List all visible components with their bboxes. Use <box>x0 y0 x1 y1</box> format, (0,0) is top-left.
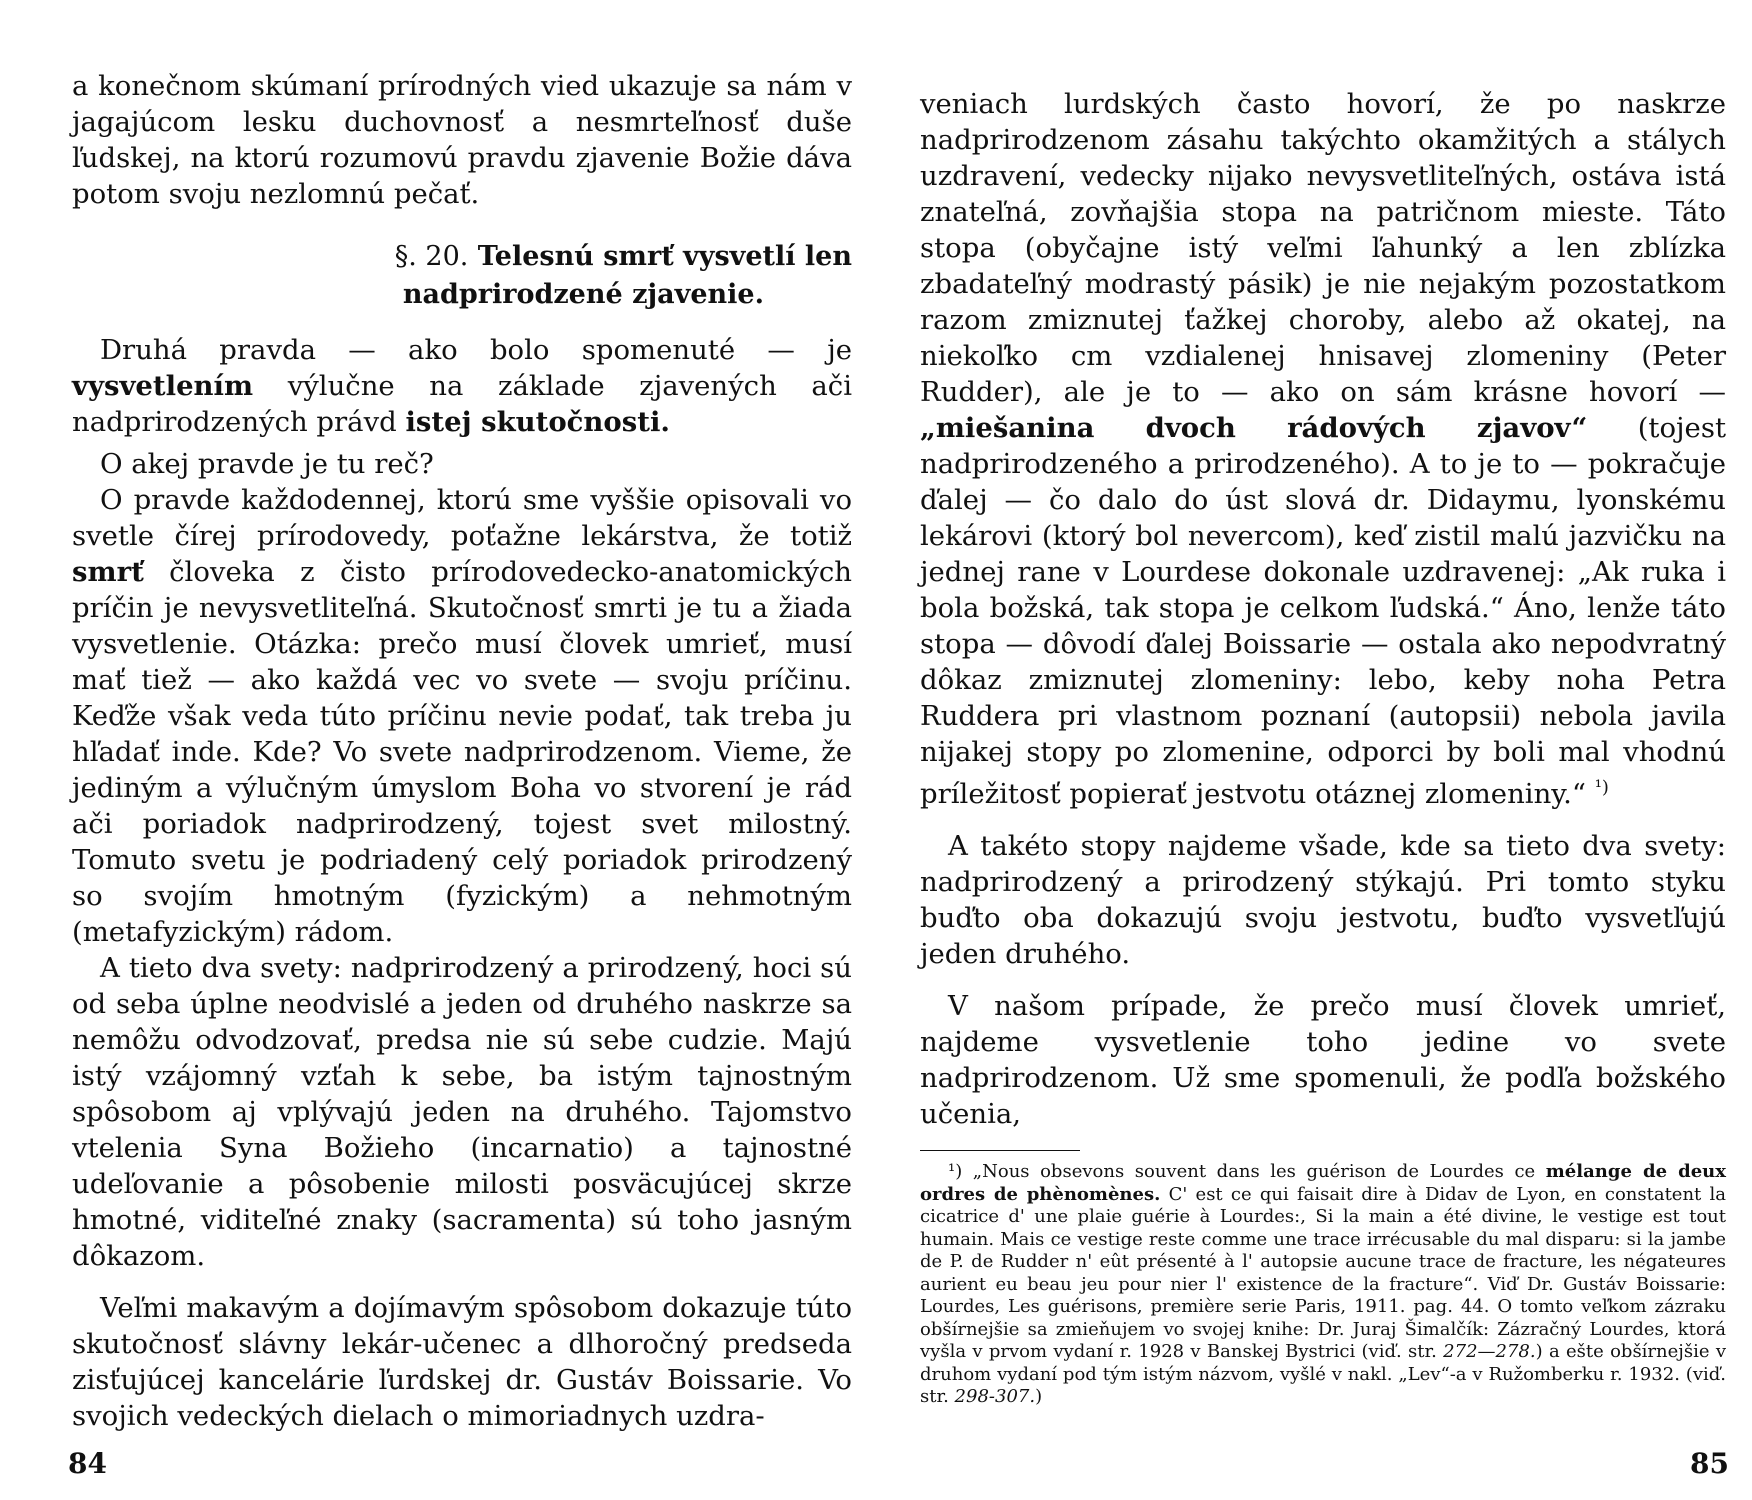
text-run: Druhá pravda — ako bolo spomenuté — je <box>100 334 852 366</box>
bold-run: mélange de deux ordres de phènomènes. <box>920 1161 1726 1205</box>
section-number: §. 20. <box>394 241 469 272</box>
bold-run: istej skutočnosti. <box>405 406 670 438</box>
text-run: ) a ešte obšírnejšie v druhom vydaní pod tým istým názvom, vyšlé v nakl. „Lev“-a v Ružomberku r. 1932. (viď. str. <box>920 1341 1726 1408</box>
text-run: veniach lurdských často hovorí, že po naskrze nadprirodzenom zásahu takýchto okamžitých a stálych uzdravení, vedecky nijako nevysvetliteľných, ostáva istá znateľná, zovňajšia stopa na patričnom mieste. Táto stopa (obyčajne istý veľmi ľahunký a len zblízka zbadateľný modrastý pásik) je nie nejakým pozostatkom razom zmiznutej ťažkej choroby, alebo až okatej, na niekoľko cm vzdialenej hnisavej zlomeniny (Peter Rudder), ale je to — ako on sám krásne hovorí — <box>920 88 1726 408</box>
italic-run: 272—278. <box>1443 1341 1536 1363</box>
page-number-right: 85 <box>1690 1447 1729 1480</box>
footnote-reference: ¹) <box>1594 777 1609 798</box>
text-run: „Nous obsevons souvent dans les guérison de Lourdes ce <box>962 1161 1546 1183</box>
paragraph-intro: a konečnom skúmaní prírodných vied ukazuje sa nám v jagajúcom lesku duchovnosť a nesmrteľnosť duše ľudskej, na ktorú rozumovú pravdu zjavenie Božie dáva potom svoju nezlomnú pečať. <box>72 70 852 210</box>
text-run: výlučne na základe zjavených ači nadprirodzených právd <box>72 370 852 438</box>
section-heading <box>72 238 852 314</box>
footnote-mark: ¹) <box>948 1161 963 1183</box>
paragraph <box>920 86 1726 812</box>
page-number-left: 84 <box>68 1447 107 1480</box>
italic-run: 298-307. <box>954 1386 1036 1408</box>
text-run: C' est ce qui faisait dire à Didav de Lyon, en constatent la cicatrice d' une plaie guérie à Lourdes:, Si la main a été divine, le vestige est tout humain. Mais ce vestige reste comme une trace irrécusable du mal disparu: si la jambe de P. de Rudder n' eût présenté à l' autopsie aucune trace de fracture, les négateures aurient eu beau jeu pour nier l' existence de la fracture“. Viď Dr. Gustáv Boissarie: Lourdes, Les guérisons, première serie Paris, 1911. pag. 44. O tomto veľkom zázraku obšírnejšie sa zmieňujem vo svojej knihe: Dr. Juraj Šimalčík: Zázračný Lourdes, ktorá vyšla v prvom vydaní r. 1928 v Banskej Bystrici (viď. str. <box>920 1183 1726 1363</box>
paragraph <box>72 482 852 950</box>
paragraph: Veľmi makavým a dojímavým spôsobom dokazuje túto skutočnosť slávny lekár-učenec a dlhoročný predseda zisťujúcej kancelárie ľurdskej dr. Gustáv Boissarie. Vo svojich vedeckých dielach o mimoriadnych uzdra- <box>72 1292 852 1432</box>
footnote <box>920 1161 1726 1409</box>
bold-run: vysvetlením <box>72 370 254 402</box>
bold-run: „miešanina dvoch rádových zjavov“ <box>920 412 1588 444</box>
text-run: O pravde každodennej, ktorú sme vyššie opisovali vo svetle čírej prírodovedy, poťažne lekárstva, že totiž <box>72 484 852 552</box>
left-page <box>72 68 852 1434</box>
paragraph <box>72 332 852 440</box>
section-title-line2: nadprirodzené zjavenie. <box>402 279 764 310</box>
text-run: ) <box>1035 1386 1043 1408</box>
paragraph: O akej pravde je tu reč? <box>100 448 434 480</box>
footnote-divider <box>920 1150 1080 1151</box>
paragraph: A tieto dva svety: nadprirodzený a prirodzený, hoci sú od seba úplne neodvislé a jeden od druhého naskrze sa nemôžu odvodzovať, predsa nie sú sebe cudzie. Majú istý vzájomný vzťah k sebe, ba istým tajnostným spôsobom aj vplývajú jeden na druhého. Tajomstvo vtelenia Syna Božieho (incarnatio) a tajnostné udeľovanie a pôsobenie milosti posväcujúcej skrze hmotné, viditeľné znaky (sacramenta) sú toho jasným dôkazom. <box>72 952 852 1272</box>
right-page <box>920 86 1726 1409</box>
paragraph: A takéto stopy najdeme všade, kde sa tieto dva svety: nadprirodzený a prirodzený stýkajú. Pri tomto styku buďto oba dokazujú svoju jestvotu, buďto vysvetľujú jeden druhého. <box>920 830 1726 971</box>
bold-run: smrť <box>72 556 144 588</box>
paragraph: V našom prípade, že prečo musí človek umrieť, najdeme vysvetlenie toho jedine vo svete nadprirodzenom. Už sme spomenuli, že podľa božského učenia, <box>920 990 1726 1131</box>
text-run: (tojest nadprirodzeného a prirodzeného). A to je to — pokračuje ďalej — čo dalo do úst slová dr. Didaymu, lyonskému lekárovi (ktorý bol nevercom), keď zistil malú jazvičku na jednej rane v Lourdese dokonale uzdravenej: „Ak ruka i bola božská, tak stopa je celkom ľudská.“ Áno, lenže táto stopa — dôvodí ďalej Boissarie — ostala ako nepodvratný dôkaz zmiznutej zlomeniny: lebo, keby noha Petra Ruddera pri vlastnom poznaní (autopsii) nebola javila nijakej stopy po zlomenine, odporci by boli mal vhodnú príležitosť popierať jestvotu otáznej zlomeniny.“ <box>920 412 1726 811</box>
section-title-line1: Telesnú smrť vysvetlí len <box>477 241 852 272</box>
text-run: človeka z čisto prírodovedecko-anatomických príčin je nevysvetliteľná. Skutočnosť smrti je tu a žiada vysvetlenie. Otázka: prečo musí človek umrieť, musí mať tiež — ako každá vec vo svete — svoju príčinu. Keďže však veda túto príčinu nevie podať, tak treba ju hľadať inde. Kde? Vo svete nadprirodzenom. Vieme, že jediným a výlučným úmyslom Boha vo stvorení je rád ači poriadok nadprirodzený, tojest svet milostný. Tomuto svetu je podriadený celý poriadok prirodzený so svojím hmotným (fyzickým) a nehmotným (metafyzickým) rádom. <box>72 556 852 948</box>
